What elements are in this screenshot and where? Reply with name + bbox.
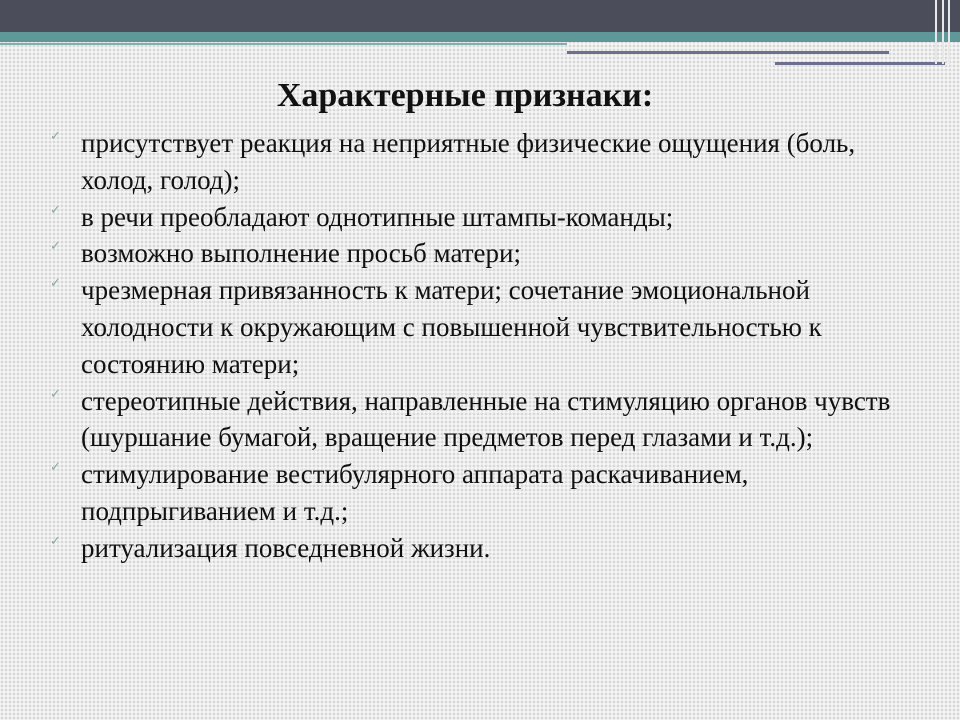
decorative-line: [775, 62, 945, 65]
accent-band: [0, 32, 960, 42]
header-band: [0, 0, 960, 32]
bullet-text: присутствует реакция на неприятные физические ощущения (боль, холод, голод);: [81, 128, 856, 195]
bullet-list: [50, 125, 930, 567]
decorative-line: [567, 51, 889, 54]
checkmark-icon: ✓: [50, 276, 61, 292]
decorative-rule: [942, 0, 944, 64]
checkmark-icon: ✓: [50, 239, 61, 255]
list-item: [50, 199, 930, 236]
list-item: [50, 125, 930, 199]
list-item: [50, 456, 930, 530]
checkmark-icon: ✓: [50, 460, 61, 476]
decorative-rule: [948, 0, 950, 64]
list-item: [50, 383, 930, 457]
checkmark-icon: ✓: [50, 533, 61, 549]
accent-thin-line: [0, 43, 567, 45]
bullet-text: стереотипные действия, направленные на стимуляцию органов чувств (шуршание бумагой, вращение предметов перед глазами и т.д.);: [81, 385, 891, 453]
bullet-text: стимулирование вестибулярного аппарата раскачиванием, подпрыгиванием и т.д.;: [81, 459, 749, 526]
checkmark-icon: ✓: [50, 202, 61, 218]
bullet-text: в речи преобладают однотипные штампы-команды;: [81, 201, 674, 232]
checkmark-icon: ✓: [50, 129, 61, 144]
checkmark-icon: ✓: [50, 386, 61, 402]
decorative-rule: [935, 0, 937, 64]
list-item: [50, 235, 930, 272]
slide-title: Характерные признаки:: [276, 77, 654, 114]
bullet-text: чрезмерная привязанность к матери; сочетание эмоциональной холодности к окружающим с повышенной чувствительностью к состоянию матери;: [81, 275, 822, 379]
list-item: [50, 530, 930, 567]
bullet-text: ритуализация повседневной жизни.: [81, 532, 491, 563]
bullet-text: возможно выполнение просьб матери;: [81, 238, 521, 269]
list-item: [50, 272, 930, 382]
